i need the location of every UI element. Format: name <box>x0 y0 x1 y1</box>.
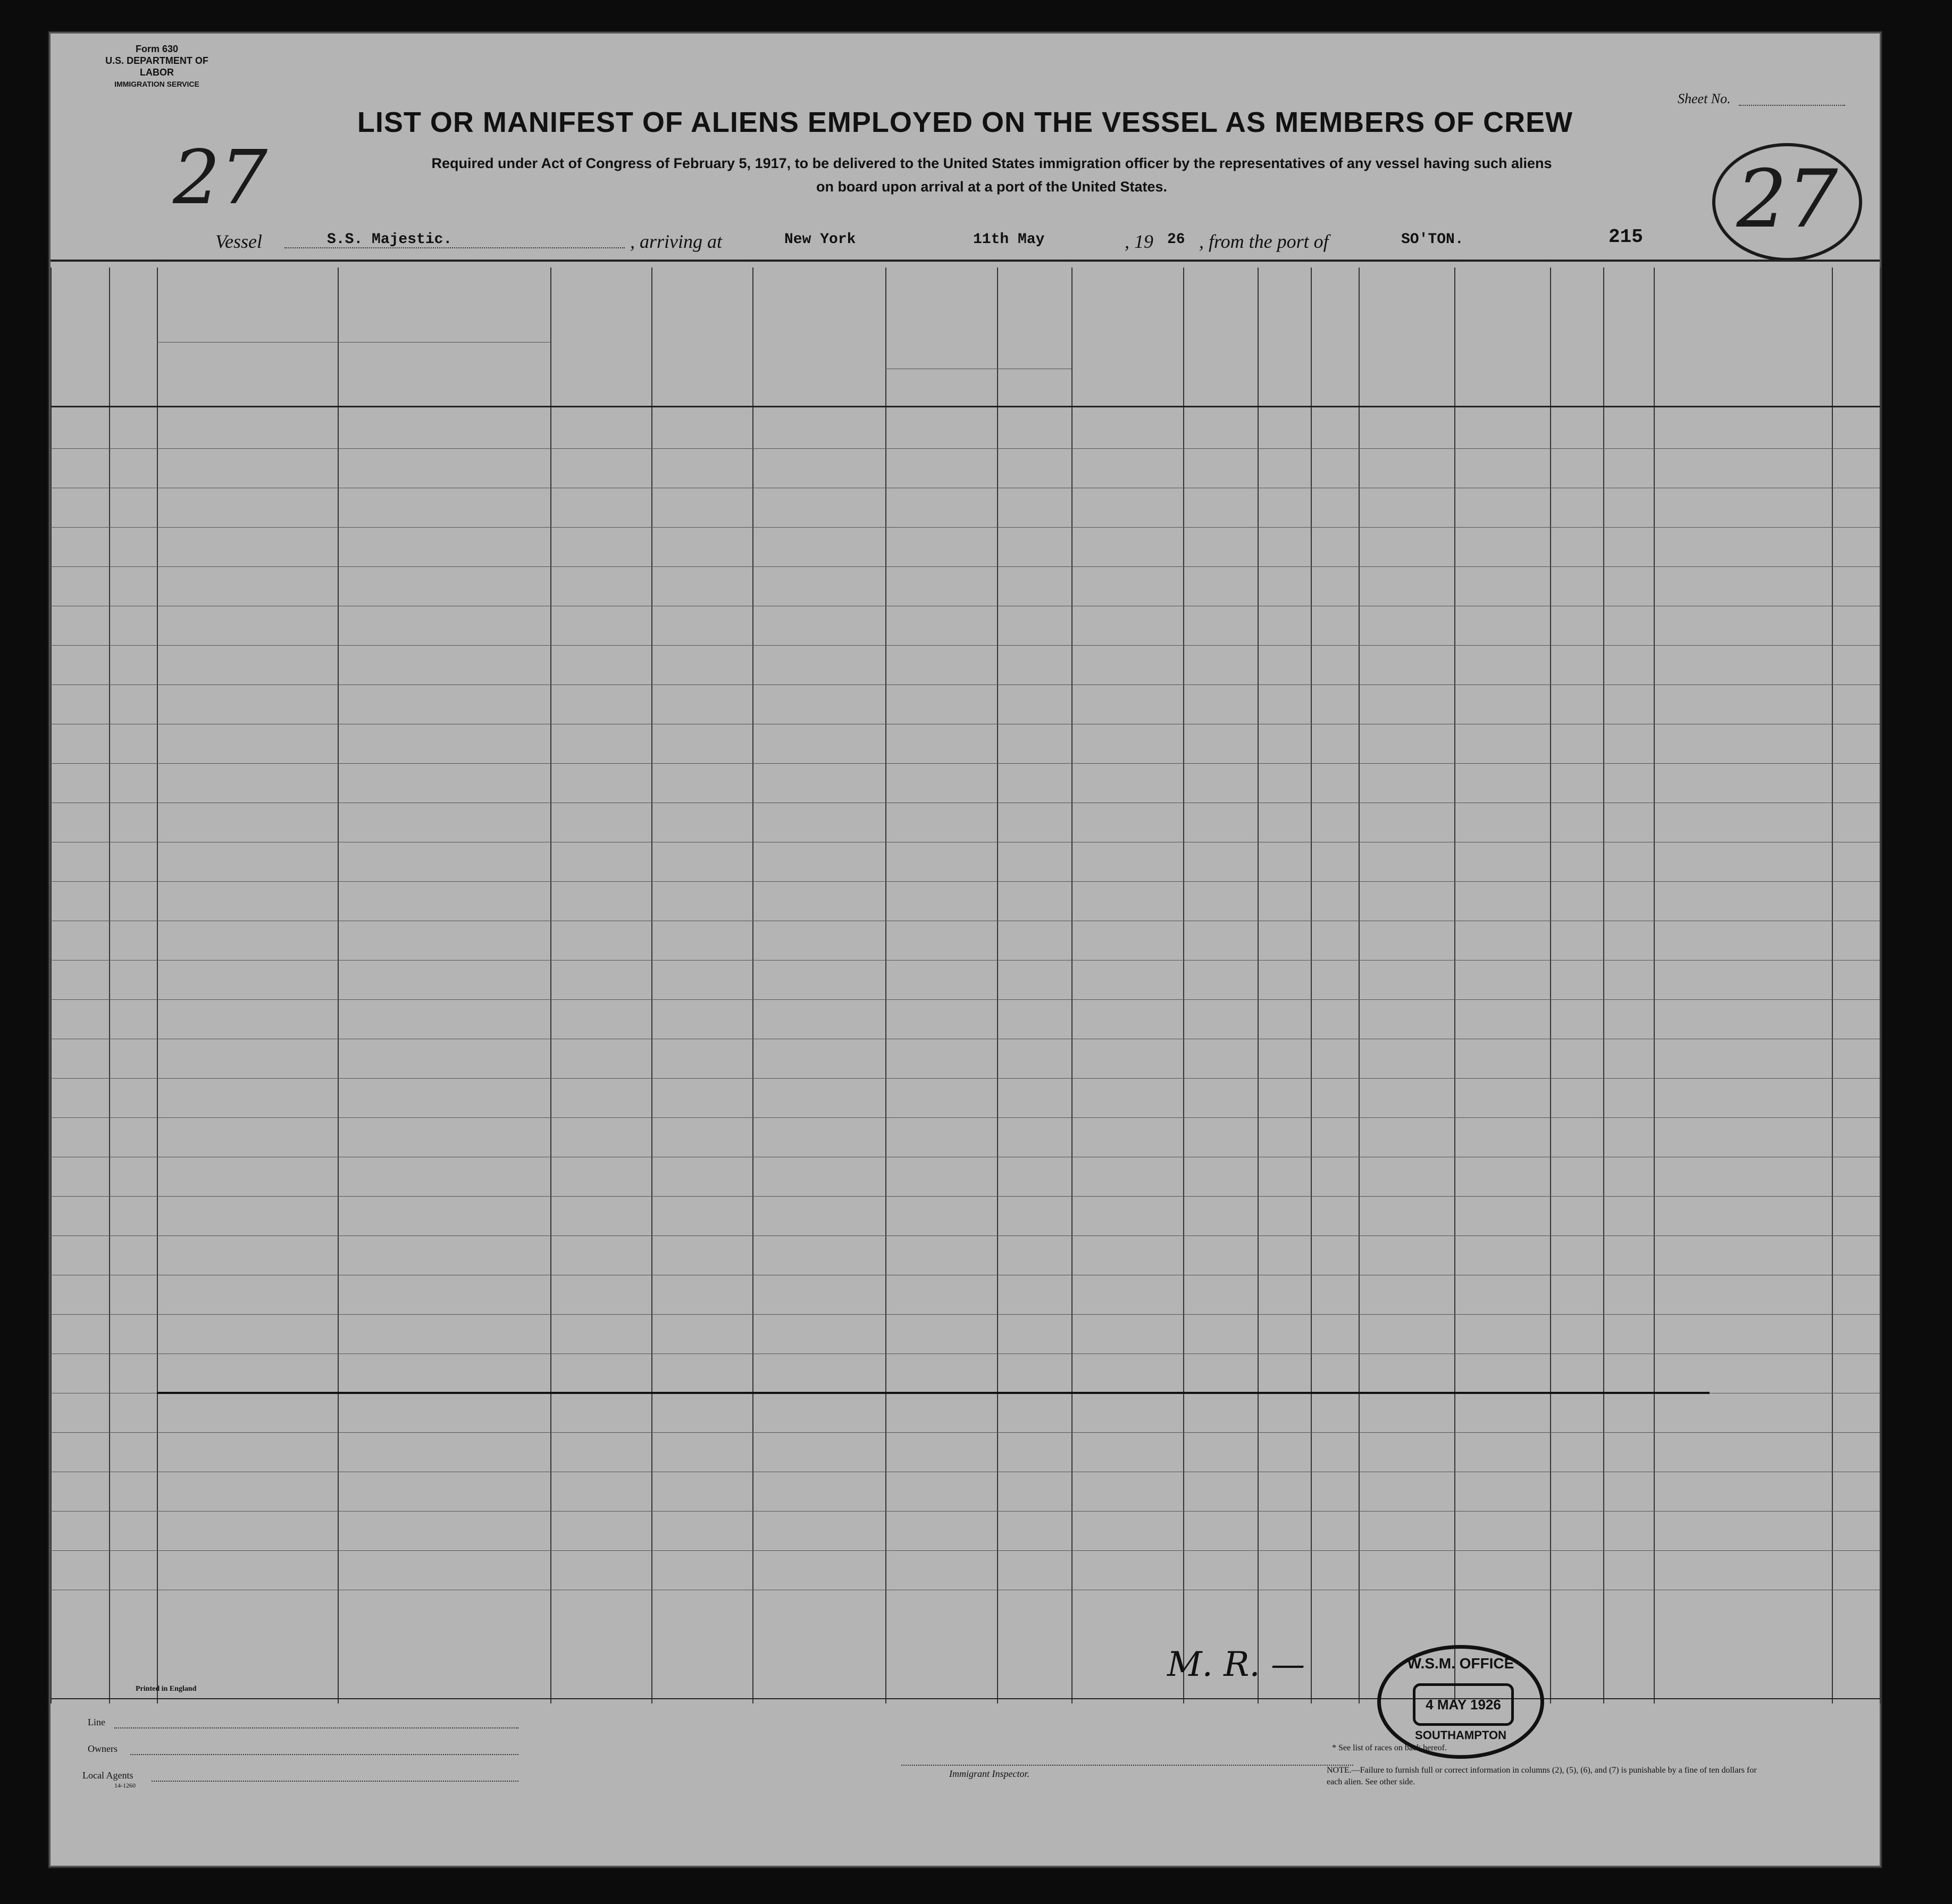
subtitle-line-2: on board upon arrival at a port of the United States. <box>816 179 1168 195</box>
inspector-label: Immigrant Inspector. <box>949 1768 1029 1779</box>
form-number: Form 630 <box>135 44 179 54</box>
from-label: , from the port of <box>1199 231 1329 252</box>
table-row-rule <box>51 566 1880 567</box>
sheet-number-label: Sheet No. <box>1678 91 1731 106</box>
line-label: Line <box>88 1717 105 1727</box>
arriving-label: , arriving at <box>630 231 723 252</box>
owners-field <box>130 1754 518 1755</box>
table-row-rule <box>51 1117 1880 1118</box>
service: IMMIGRATION SERVICE <box>114 80 199 88</box>
vessel-name: S.S. Majestic. <box>327 231 453 248</box>
column-rule <box>1454 268 1455 1703</box>
table-row-rule <box>51 1432 1880 1433</box>
stamp-top-text: W.S.M. OFFICE <box>1407 1655 1514 1672</box>
arrival-date: 11th May <box>973 231 1045 248</box>
column-rule <box>1880 268 1881 1703</box>
agents-code: 14-1260 <box>114 1782 136 1789</box>
table-row-rule <box>51 881 1880 882</box>
page-title: LIST OR MANIFEST OF ALIENS EMPLOYED ON THE VESSEL AS MEMBERS OF CREW <box>357 106 1573 138</box>
footer-rule <box>51 1698 1880 1699</box>
column-rule <box>550 268 551 1703</box>
column-rule <box>157 268 158 1703</box>
stamp-date: 4 MAY 1926 <box>1413 1683 1514 1726</box>
circled-number: 27 <box>1712 143 1862 261</box>
arriving-port: New York <box>784 231 856 248</box>
subtitle-line-1: Required under Act of Congress of February 5, 1917, to be delivered to the United States immigration officer by the representatives of any vessel having such aliens <box>431 155 1552 171</box>
table-row-rule <box>51 1196 1880 1197</box>
column-rule <box>338 268 339 1703</box>
column-rule <box>1258 268 1259 1703</box>
page-number: 215 <box>1608 226 1643 248</box>
table-row-rule <box>51 645 1880 646</box>
table-row-rule <box>51 960 1880 961</box>
table-row-rule <box>51 527 1880 528</box>
column-rule <box>1183 268 1184 1703</box>
header-bottom-rule <box>51 406 1880 407</box>
agents-field <box>152 1781 518 1782</box>
table-row-rule <box>51 763 1880 764</box>
table-row-rule <box>51 684 1880 685</box>
column-rule <box>1311 268 1312 1703</box>
year-label: , 19 <box>1125 231 1153 252</box>
column-rule <box>885 268 886 1703</box>
office-stamp <box>1377 1645 1544 1759</box>
column-rule <box>1832 268 1833 1703</box>
line-field <box>114 1727 518 1728</box>
manifest-sheet <box>49 32 1881 1867</box>
table-row-rule <box>51 1235 1880 1236</box>
column-rule <box>1071 268 1073 1703</box>
column-rule <box>51 268 52 1703</box>
arrival-year: 26 <box>1167 231 1185 248</box>
owners-label: Owners <box>88 1743 118 1754</box>
table-row-rule <box>51 999 1880 1000</box>
column-rule <box>1603 268 1604 1703</box>
form-header <box>88 43 226 90</box>
column-rule <box>651 268 652 1703</box>
column-rule <box>752 268 753 1703</box>
column-rule <box>1359 268 1360 1703</box>
inspector-line <box>901 1765 1353 1766</box>
agents-label: Local Agents <box>82 1770 133 1781</box>
vessel-label: Vessel <box>215 231 262 252</box>
column-rule <box>109 268 110 1703</box>
table-row-rule <box>51 1314 1880 1315</box>
strike-line <box>157 1392 1710 1394</box>
footer-note: NOTE.—Failure to furnish full or correct information in columns (2), (5), (6), and (7) is punishable by a fine of ten dollars for each alien. See other side. <box>1327 1766 1757 1786</box>
column-rule <box>1550 268 1551 1703</box>
crew-table <box>51 268 1880 1703</box>
race-note: * See list of races on back hereof. <box>1332 1743 1447 1752</box>
column-rule <box>997 268 998 1703</box>
name-sub-rule <box>157 342 550 343</box>
sheet-number-field <box>1739 105 1845 106</box>
table-row-rule <box>51 1550 1880 1551</box>
header-rule <box>51 260 1880 262</box>
from-port: SO'TON. <box>1401 231 1464 248</box>
table-row-rule <box>51 448 1880 449</box>
page-subtitle <box>253 152 1731 198</box>
handwritten-number: 27 <box>173 135 268 221</box>
stamp-bottom-text: SOUTHAMPTON <box>1415 1728 1506 1742</box>
department: U.S. DEPARTMENT OF LABOR <box>105 55 208 78</box>
printed-note: Printed in England <box>136 1685 197 1693</box>
table-row-rule <box>51 1078 1880 1079</box>
column-rule <box>1654 268 1655 1703</box>
signature: M. R. — <box>1167 1645 1305 1684</box>
